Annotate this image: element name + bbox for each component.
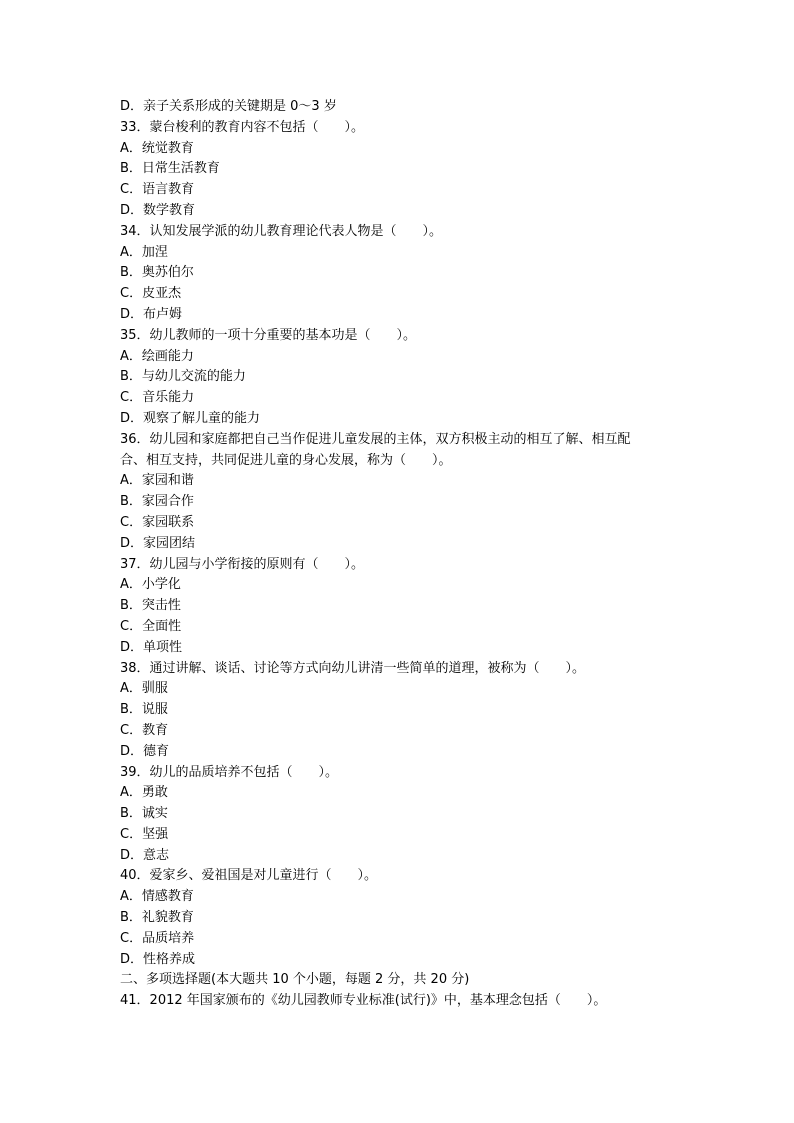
q36-question-line-1: 36．幼儿园和家庭都把自己当作促进儿童发展的主体，双方积极主动的相互了解、相互配 — [120, 431, 631, 447]
q37-option-b: B．突击性 — [120, 598, 181, 614]
q33-option-d: D．数学教育 — [120, 202, 196, 218]
q40-option-b: B．礼貌教育 — [120, 910, 194, 926]
q39-option-b: B．诚实 — [120, 806, 168, 822]
q38-option-c: C．教育 — [120, 722, 169, 738]
q36-option-a: A．家园和谐 — [120, 473, 194, 489]
q36-question-line-2: 合、相互支持，共同促进儿童的身心发展，称为（ ）。 — [120, 452, 452, 468]
q32-option-d: D．亲子关系形成的关键期是 0～3 岁 — [120, 99, 337, 114]
q35-option-d: D．观察了解儿童的能力 — [120, 410, 261, 426]
q39-option-d: D．意志 — [120, 847, 170, 863]
q34-option-a: A．加涅 — [120, 244, 168, 260]
q41-question: 41．2012 年国家颁布的《幼儿园教师专业标准(试行)》中，基本理念包括（ ）。 — [120, 993, 607, 1009]
q33-option-a: A．统觉教育 — [120, 140, 194, 156]
q34-option-c: C．皮亚杰 — [120, 286, 182, 302]
q35-option-b: B．与幼儿交流的能力 — [120, 369, 246, 385]
document-page — [120, 97, 680, 1012]
q34-question: 34．认知发展学派的幼儿教育理论代表人物是（ ）。 — [120, 223, 443, 239]
q38-option-d: D．德育 — [120, 743, 170, 759]
q37-option-d: D．单项性 — [120, 639, 183, 655]
q35-option-a: A．绘画能力 — [120, 348, 194, 364]
q36-option-b: B．家园合作 — [120, 494, 194, 510]
q36-option-d: D．家园团结 — [120, 535, 196, 551]
q38-option-a: A．驯服 — [120, 681, 168, 697]
q37-option-a: A．小学化 — [120, 577, 181, 593]
q39-option-c: C．坚强 — [120, 826, 169, 842]
q33-question: 33．蒙台梭利的教育内容不包括（ ）。 — [120, 119, 365, 135]
q35-question: 35．幼儿教师的一项十分重要的基本功是（ ）。 — [120, 327, 417, 343]
q37-option-c: C．全面性 — [120, 618, 182, 634]
q40-question: 40．爱家乡、爱祖国是对儿童进行（ ）。 — [120, 868, 378, 884]
q40-option-a: A．情感教育 — [120, 889, 194, 905]
q40-option-d: D．性格养成 — [120, 951, 196, 967]
q33-option-b: B．日常生活教育 — [120, 161, 220, 177]
q34-option-d: D．布卢姆 — [120, 306, 183, 322]
q40-option-c: C．品质培养 — [120, 930, 195, 946]
q36-option-c: C．家园联系 — [120, 514, 195, 530]
q39-question: 39．幼儿的品质培养不包括（ ）。 — [120, 764, 339, 780]
q37-question: 37．幼儿园与小学衔接的原则有（ ）。 — [120, 556, 365, 572]
q39-option-a: A．勇敢 — [120, 785, 168, 801]
q38-option-b: B．说服 — [120, 702, 168, 718]
q38-question: 38．通过讲解、谈话、讨论等方式向幼儿讲清一些简单的道理，被称为（ ）。 — [120, 660, 586, 676]
q35-option-c: C．音乐能力 — [120, 390, 195, 406]
q33-option-c: C．语言教育 — [120, 182, 195, 198]
q34-option-b: B．奥苏伯尔 — [120, 265, 194, 281]
section-heading-multiple-choice: 二、多项选择题(本大题共 10 个小题，每题 2 分，共 20 分) — [120, 972, 470, 988]
